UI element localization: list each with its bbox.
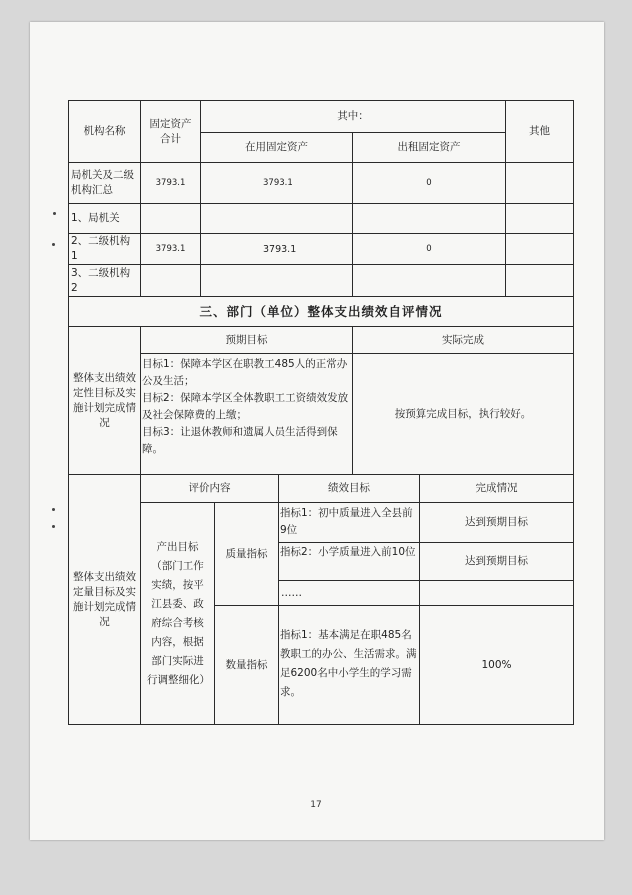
header-in-use-assets: 在用固定资产: [245, 141, 308, 153]
margin-dot: [52, 508, 55, 511]
goal-item: 目标1：保障本学区在职教工485人的正常办公及生活；: [142, 358, 348, 387]
header-evaluation-content: 评价内容: [188, 482, 231, 494]
goal-item: 目标2：保障本学区全体教职工工资绩效发放及社会保障费的上缴；: [142, 392, 349, 421]
header-expected-goal: 预期目标: [225, 333, 268, 346]
quantity-status-1: 100%: [481, 658, 512, 671]
row-other: [506, 265, 573, 296]
page-number: 17: [310, 800, 322, 810]
row-org-name: 局机关及二级机构汇总: [71, 169, 134, 196]
header-rented-assets: 出租固定资产: [397, 141, 461, 153]
header-fixed-assets-total: 固定资产合计: [149, 117, 192, 145]
header-completion-status: 完成情况: [475, 482, 518, 494]
row-fixed-total: [141, 265, 200, 296]
row-rented: 0: [426, 177, 432, 188]
quality-status-2: 达到预期目标: [465, 555, 528, 567]
margin-dot: [53, 212, 56, 215]
row-org-name: 2、二级机构 1: [71, 235, 131, 262]
row-in-use: 3793.1: [263, 243, 297, 255]
qualitative-label: 整体支出绩效定性目标及实施计划完成情况: [73, 371, 136, 429]
actual-completion-text: 按预算完成目标，执行较好。: [394, 407, 532, 420]
goal-list: [142, 356, 350, 472]
quality-target-1: 指标1：初中质量进入全县前9位: [280, 507, 413, 536]
row-fixed-total: 3793.1: [155, 243, 186, 254]
output-target-label: 产出目标（部门工作实绩，按平江县委、政府综合考核内容，根据部门实际进行调整细化）: [147, 540, 210, 686]
header-performance-target: 绩效目标: [328, 482, 370, 494]
row-rented: [353, 265, 505, 296]
margin-dot: [52, 525, 55, 528]
quantitative-label: 整体支出绩效定量目标及实施计划完成情况: [73, 570, 136, 628]
quality-target-ellipsis: ……: [281, 586, 302, 599]
row-in-use: [201, 265, 352, 296]
row-fixed-total: 3793.1: [155, 177, 186, 188]
row-in-use: [201, 204, 352, 233]
margin-dot: [52, 243, 55, 246]
goal-item: 目标3：让退休教师和遗属人员生活得到保障。: [142, 426, 338, 455]
row-other: [506, 204, 573, 233]
row-org-name: 1、局机关: [71, 212, 120, 224]
row-other: [506, 163, 573, 203]
row-fixed-total: [141, 204, 200, 233]
quality-indicator-label: 质量指标: [225, 547, 268, 560]
quantity-target-1: 指标1：基本满足在职485名教职工的办公、生活需求。满足6200名中小学生的学习需求。: [280, 629, 417, 698]
section-title: 三、部门（单位）整体支出绩效自评情况: [199, 304, 443, 319]
row-org-name: 3、二级机构 2: [71, 266, 131, 294]
header-org-name: 机构名称: [83, 125, 126, 137]
quality-target-2: 指标2：小学质量进入前10位: [280, 546, 416, 558]
header-other: 其他: [529, 125, 550, 137]
row-rented: [353, 204, 505, 233]
header-actual-completion: 实际完成: [442, 333, 484, 346]
row-in-use: 3793.1: [263, 177, 293, 188]
row-other: [506, 234, 573, 264]
header-among: 其中：: [337, 110, 369, 122]
quantity-indicator-label: 数量指标: [225, 658, 268, 671]
row-rented: 0: [426, 243, 432, 254]
quality-status-1: 达到预期目标: [465, 516, 528, 528]
